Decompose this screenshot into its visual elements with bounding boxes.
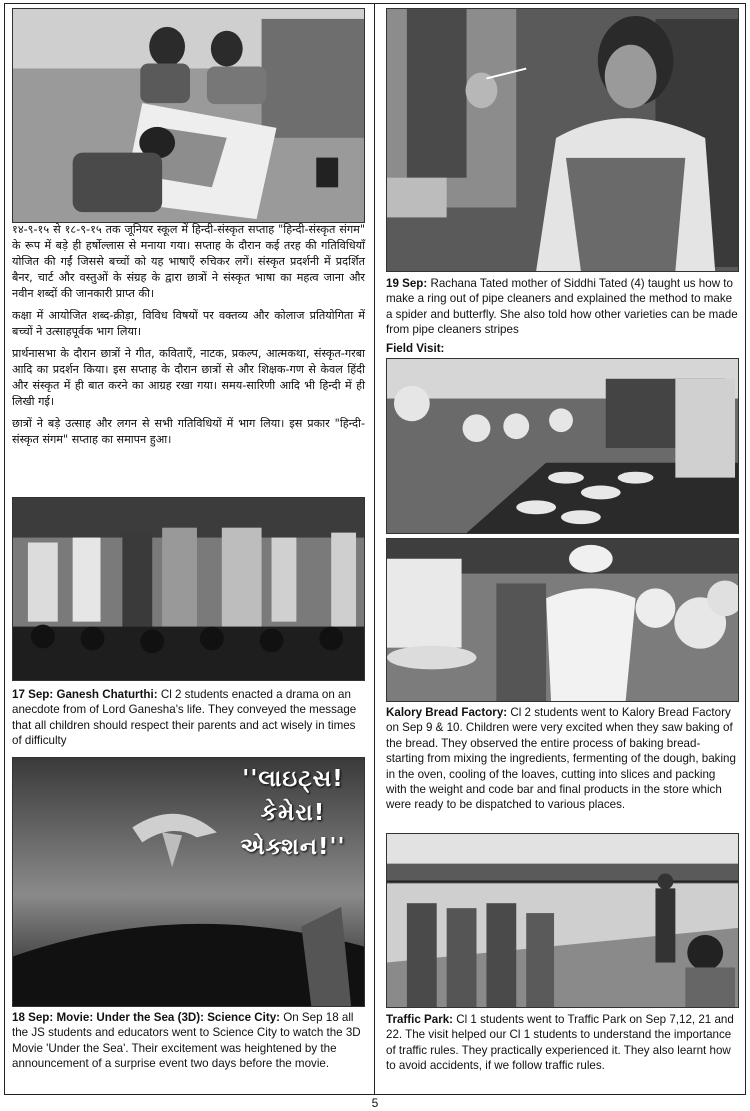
rachana-caption — [386, 276, 739, 338]
rachana-caption-title: 19 Sep: — [386, 277, 428, 290]
hindi-paragraph-2: कक्षा में आयोजित शब्द-क्रीड़ा, विविध विषयों पर वक्तव्य और कोलाज प्रतियोगिता में बच्चों ने उत्साहपूर्वक भाग लिया। — [12, 309, 365, 338]
traffic-caption-body: Cl 1 students went to Traffic Park on Sep 7,12, 21 and 22. The visit helped our Cl 1 students to understand the importance of traffic rules. They practically experienced it. They also learnt how to avoid accidents, if we follow traffic rules. — [386, 1013, 734, 1073]
movie-poster-text: ''લાઇટ્સ! કેમેરા! એક્શન!'' — [240, 766, 346, 860]
kalory-caption-body: Cl 2 students went to Kalory Bread Factory on Sep 9 & 10. Children were very excited when they saw baking of the bread. They observed the entire process of baking bread- starting from mixing the ingredients, fermenting of the dough, baking in the oven, cooling of the loaves, cutting into slices and packing with the weight and code bar and final products in the store which were ready to be dispatched to various places. — [386, 706, 736, 812]
traffic-caption — [386, 1012, 739, 1074]
ganesh-caption — [12, 687, 365, 749]
photo-movie-poster — [12, 757, 365, 1007]
photo-chart-activity — [12, 8, 365, 223]
rachana-caption-body: Rachana Tated mother of Siddhi Tated (4) taught us how to make a ring out of pipe cleaners and explained the method to make a spider and butterfly. She also told how other varieties can be made from pipe cleaners stripes — [386, 277, 738, 337]
column-divider — [374, 3, 375, 1095]
kalory-caption — [386, 705, 739, 813]
photo-traffic-park — [386, 833, 739, 1008]
field-visit-heading: Field Visit: — [386, 342, 445, 355]
hindi-paragraph-3: प्रार्थनासभा के दौरान छात्रों ने गीत, कविताएँ, नाटक, प्रकल्प, आत्मकथा, संस्कृत-गरबा आदि का प्रदर्शन किया। इस सप्ताह के दौरान छात्रों से और शिक्षक-गण से केवल हिंदी और संस्कृत में ही बात करने का आग्रह रखा गया। समय-सारिणी आदि भी हिन्दी में ही लिखी गई। — [12, 347, 365, 408]
hindi-article — [12, 222, 365, 454]
ganesh-caption-body: Cl 2 students enacted a drama on an anecdote from of Lord Ganesha's life. They conveyed the message that all children should respect their parents and act wisely in times of difficulty — [12, 688, 357, 748]
hindi-paragraph-1: १४-९-१५ से १८-९-१५ तक जूनियर स्कूल में हिन्दी-संस्कृत सप्ताह "हिन्दी-संस्कृत संगम" के रूप में बड़े ही हर्षोल्लास से मनाया गया। सप्ताह के दौरान कई तरह की गतिविधियाँ योजित की गईं जिससे बच्चों को यह भाषाएँ रुचिकर लगें। संस्कृत प्रदर्शनी में प्रदर्शित बैनर, चार्ट और वस्तुओं के संग्रह के द्वारा छात्रों ने संस्कृत भाषा का महत्व जाना और नवीन शब्दों की जानकारी प्राप्त की। — [12, 223, 365, 300]
movie-caption-title: 18 Sep: Movie: Under the Sea (3D): Science City: — [12, 1011, 281, 1024]
traffic-caption-title: Traffic Park: — [386, 1013, 454, 1026]
photo-bread-factory-2 — [386, 538, 739, 702]
photo-ganesh-drama — [12, 497, 365, 681]
movie-caption-body: On Sep 18 all the JS students and educators went to Science City to watch the 3D Movie 'Under the Sea'. Their excitement was heightened by the announcement of a surprise event two days before the movie. — [12, 1011, 361, 1071]
page-number: 5 — [371, 1096, 379, 1110]
hindi-paragraph-4: छात्रों ने बड़े उत्साह और लगन से सभी गतिविधियों में भाग लिया। इस प्रकार "हिन्दी-संस्कृत संगम" सप्ताह का समापन हुआ। — [12, 417, 365, 446]
kalory-caption-title: Kalory Bread Factory: — [386, 706, 508, 719]
ganesh-caption-title: 17 Sep: Ganesh Chaturthi: — [12, 688, 158, 701]
photo-bread-factory-1 — [386, 358, 739, 534]
movie-caption — [12, 1010, 365, 1072]
photo-pipe-cleaner-demo — [386, 8, 739, 272]
